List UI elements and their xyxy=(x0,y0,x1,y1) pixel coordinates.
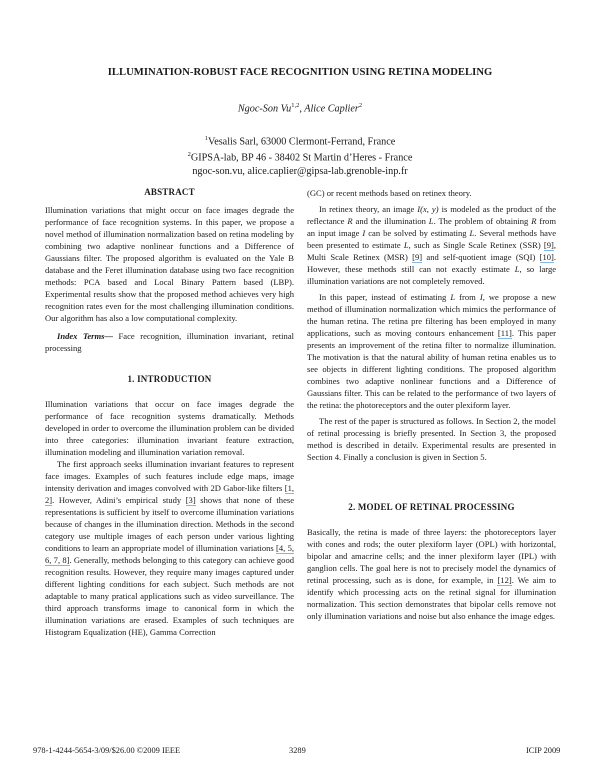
citation-link[interactable]: [9] xyxy=(412,252,423,262)
affiliation-1: $^1$Vesalis Sarl, 63000 Clermont-Ferrand, France xyxy=(204,135,396,148)
intro-heading: 1. INTRODUCTION xyxy=(127,374,212,384)
abstract-heading: ABSTRACT xyxy=(144,187,195,197)
paper-title: ILLUMINATION-ROBUST FACE RECOGNITION USING RETINA MODELING xyxy=(107,67,493,78)
citation-link[interactable]: [1, 2] xyxy=(45,483,294,505)
intro-paragraph-3: (GC) or recent methods based on retinex theory. xyxy=(307,188,472,198)
abstract-text: Illumination variations that might occur on face images degrade the performance of face recognition systems. In this paper, we propose a novel method of illumination normalization based on retina modeling by combining two adaptive nonlinear functions and a Difference of Gaussians filter. The proposed algorithm is evaluated on the Yale B database and the Feret illumination database using two face recognition methods: PCA based and Local Binary Pattern based (LBP). Experimental results show that the proposed method achieves very high recognition rates even for the most challenging illumination conditions. Our algorithm has also a low computational complexity. xyxy=(45,205,294,323)
citation-link[interactable]: [12] xyxy=(497,575,512,585)
footer-page-number: 3289 xyxy=(289,746,306,755)
citation-link[interactable]: [4, 5, 6, 7, 8] xyxy=(45,543,294,565)
affiliation-2: $^2$GIPSA-lab, BP 46 - 38402 St Martin d’Heres - France xyxy=(187,151,413,164)
author-name: Ngoc-Son Vu xyxy=(237,103,292,115)
citation-link[interactable]: [3] xyxy=(185,495,196,505)
author-affil-sup: 2 xyxy=(358,102,363,109)
intro-paragraph-1: Illumination variations that occur on face images degrade the performance of face recognition systems dramatically. Methods developed in order to overcome the illumination problem can be divided into three categories: illumination invariant feature extraction, illumination modeling and illumination variation removal. xyxy=(45,399,294,457)
intro-paragraph-4: In retinex theory, an image I(x, y) is modeled as the product of the reflectance R and the illumination L. The problem of obtaining R from an input image I can be solved by estimating L. Several methods have been presented to estimate L, such as Single Scale Retinex (SSR) [9], Multi Scale Retinex (MSR) [9] and self-quotient image (SQI) [10]. However, these methods still can not exactly estimate L, so large illumination variations are not completely removed. xyxy=(307,204,557,286)
affiliations xyxy=(0,132,600,178)
right-column xyxy=(307,187,556,622)
author-emails: ngoc-son.vu, alice.caplier@gipsa-lab.grenoble-inp.fr xyxy=(192,165,408,177)
section2-heading: 2. MODEL OF RETINAL PROCESSING xyxy=(348,502,515,512)
citation-link[interactable]: [11] xyxy=(497,328,512,338)
author-name: Alice Caplier xyxy=(304,103,359,115)
intro-paragraph-6: The rest of the paper is structured as follows. In Section 2, the model of retinal processing is briefly presented. In Section 3, the proposed method is described in detailv. Experimental results are presented in Section 4. Finally a conclusion is given in Section 5. xyxy=(307,416,556,462)
author-affil-sup: 1,2 xyxy=(291,102,300,109)
intro-paragraph-2: The first approach seeks illumination invariant features to represent face images. Examples of such features include edge maps, image intensity derivation and images convolved with 2D Gabor-like filters [1, 2]. However, Adini’s empirical study [3] shows that none of these representations is sufficient by itself to overcome illumination variations because of changes in the illumination direction. Methods in the second category use multiple images of each person under various lighting conditions to learn an appropriate model of illumination variations [4, 5, 6, 7, 8]. Generally, methods belonging to this category can achieve good recognition results. However, they require many images captured under different lighting conditions for each subject. Such methods are not adaptable to many pratical applications such as video surveillance. The third approach transforms image to canonical form in which the illumination variations are erased. Examples of such techniques are Histogram Equalization (HE), Gamma Correction xyxy=(45,459,294,637)
intro-paragraph-5: In this paper, instead of estimating L from I, we propose a new method of illumination normalization which mimics the performance of the human retina. The retina pre filtering has been employed in many applications, such as moving contours enhancement [11]. This paper presents an improvement of the retina filter to normalize illumination. The motivation is that the natural ability of human retina enables us to see objects in different lighting conditions. The proposed algorithm combines two adaptive nonlinear functions and a Difference of Gaussians filter. This can be related to the performance of two layers of the retina: the photoreceptors and the outer plexiform layer. xyxy=(307,292,557,410)
section2-paragraph-1: Basically, the retina is made of three layers: the photoreceptors layer with cones and rods; the outer plexiform layer (OPL) with horizontal, bipolar and amacrine cells; and the inner plexiform layer (IPL) with ganglion cells. The goal here is not to precisely model the dynamics of retinal processing, such as is done, for example, in [12]. We aim to identify which processing acts on the retinal signal for illumination normalization. This section demonstrates that bipolar cells remove not only illumination variations and noise but also enhance the image edges. xyxy=(307,527,556,621)
left-column xyxy=(45,186,294,638)
footer-conference: ICIP 2009 xyxy=(526,746,561,755)
citation-link[interactable]: [10] xyxy=(539,252,554,262)
footer-copyright: 978-1-4244-5654-3/09/$26.00 ©2009 IEEE xyxy=(33,746,181,755)
index-terms: Index Terms— Face recognition, illumination invariant, retinal processing xyxy=(45,331,294,353)
author-line: Ngoc-Son Vu$^{1,2}$, Alice Caplier$^2$ xyxy=(237,102,363,115)
citation-link[interactable]: [9] xyxy=(543,240,554,250)
